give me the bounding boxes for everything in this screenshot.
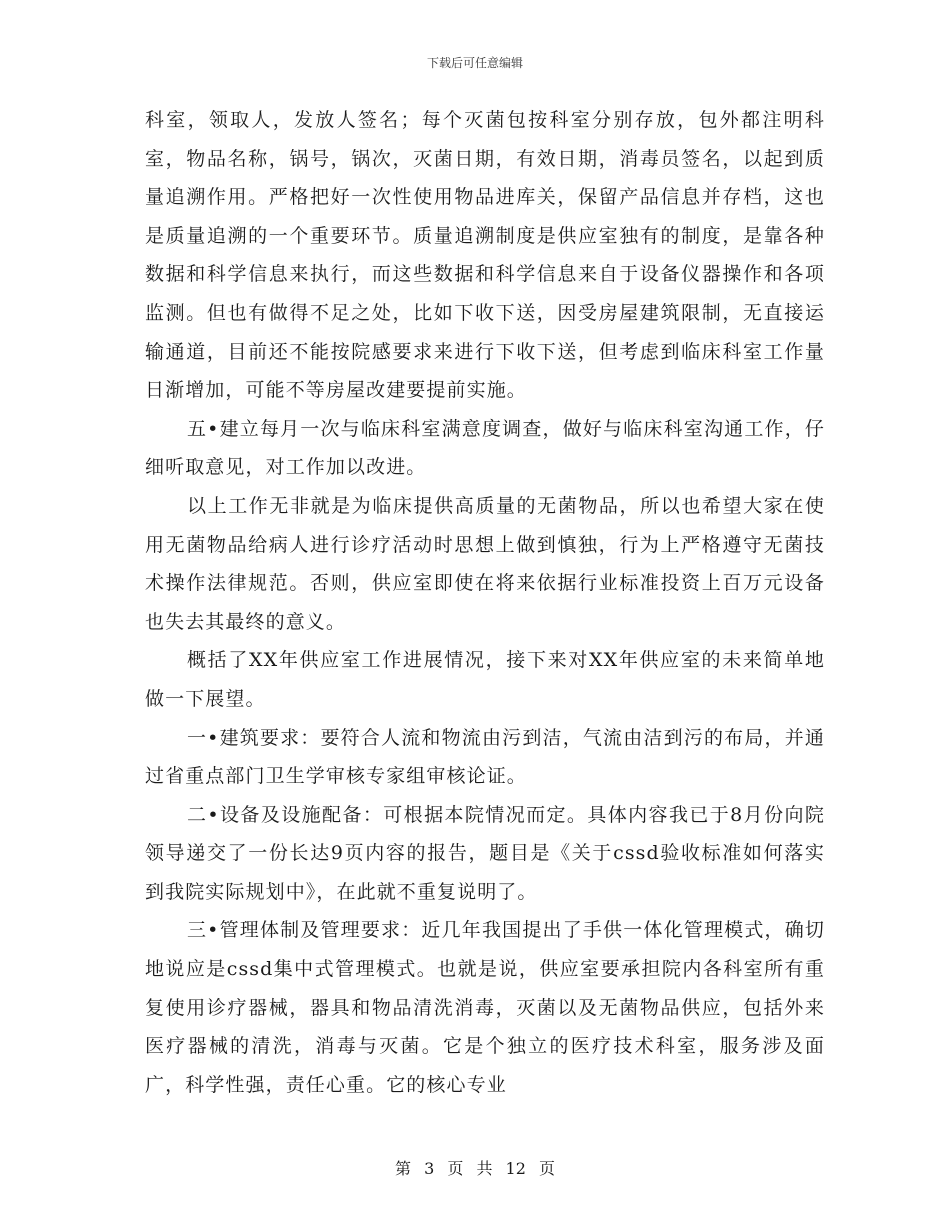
paragraph-outlook-intro: 概括了XX年供应室工作进展情况，接下来对XX年供应室的未来简单地做一下展望。 [145,649,825,710]
document-body [145,101,825,1104]
paragraph-item-five: 五•建立每月一次与临床科室满意度调查，做好与临床科室沟通工作，仔细听取意见，对工作加以改进。 [145,417,825,479]
paragraph-continued: 科室，领取人，发放人签名；每个灭菌包按科室分别存放，包外都注明科室，物品名称，锅号，锅次，灭菌日期，有效日期，消毒员签名，以起到质量追溯作用。严格把好一次性使用物品进库关，保留产品信息并存档，这也是质量追溯的一个重要环节。质量追溯制度是供应室独有的制度，是靠各种数据和科学信息来执行，而这些数据和科学信息来自于设备仪器操作和各项监测。但也有做得不足之处，比如下收下送，因受房屋建筑限制，无直接运输通道，目前还不能按院感要求来进行下收下送，但考虑到临床科室工作量日渐增加，可能不等房屋改建要提前实施。 [145,109,825,402]
paragraph-management: 三•管理体制及管理要求：近几年我国提出了手供一体化管理模式，确切地说应是cssd集中式管理模式。也就是说，供应室要承担院内各科室所有重复使用诊疗器械，器具和物品清洗消毒，灭菌以及无菌物品供应，包括外来医疗器械的清洗，消毒与灭菌。它是个独立的医疗技术科室，服务涉及面广，科学性强，责任心重。它的核心专业 [145,919,825,1096]
paragraph-building-requirements: 一•建筑要求：要符合人流和物流由污到洁，气流由洁到污的布局，并通过省重点部门卫生学审核专家组审核论证。 [145,726,825,788]
page-header: 下载后可任意编辑 [426,56,523,70]
paragraph-summary: 以上工作无非就是为临床提供高质量的无菌物品，所以也希望大家在使用无菌物品给病人进行诊疗活动时思想上做到慎独，行为上严格遵守无菌技术操作法律规范。否则，供应室即使在将来依据行业标准投资上百万元设备也失去其最终的意义。 [145,494,825,633]
paragraph-equipment: 二•设备及设施配备：可根据本院情况而定。具体内容我已于8月份向院领导递交了一份长达9页内容的报告，题目是《关于cssd验收标准如何落实到我院实际规划中》，在此就不重复说明了。 [145,803,825,903]
page-footer: 第 3 页 共 12 页 [395,1159,555,1178]
